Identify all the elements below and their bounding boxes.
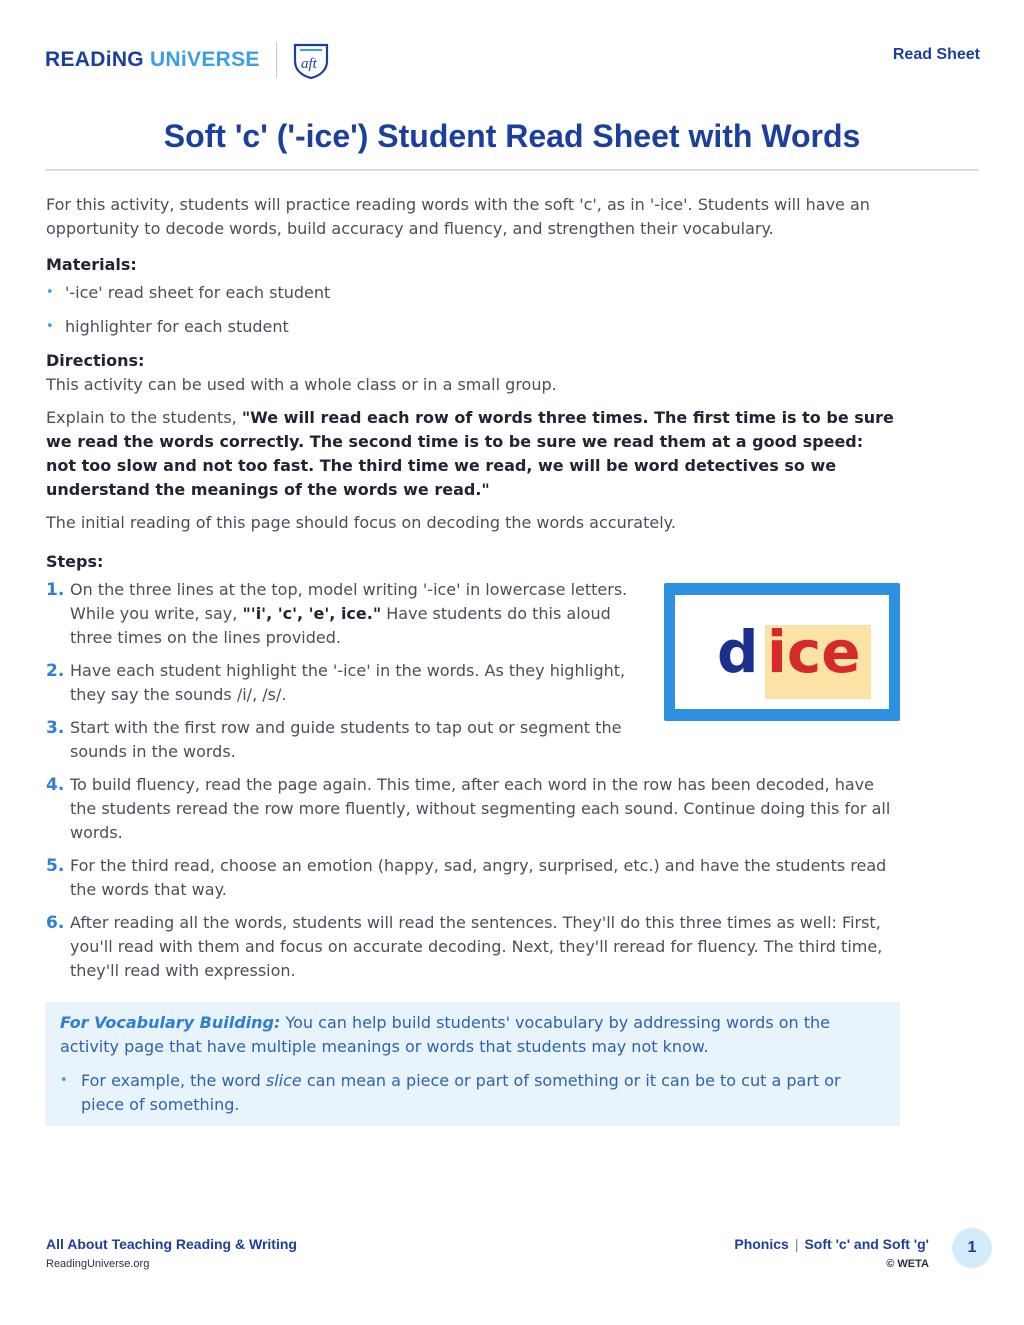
vocabulary-example-b: can mean a piece or part of something or it can be to cut a part or piece of something. [81,1071,841,1114]
step-text: To build fluency, read the page again. This time, after each word in the row has been decoded, have the students reread the row more fluently, without segmenting each sound. Continue doing this for all words. [70,775,891,842]
page-title: Soft 'c' ('-ice') Student Read Sheet with Words [163,118,861,154]
logo-reading-text: READiNG [45,48,144,71]
directions-lead: Explain to the students, [46,408,242,427]
directions-paragraph-1: This activity can be used with a whole class or in a small group. [46,375,557,394]
vocabulary-callout-body [60,1011,875,1117]
step-number: 2. [46,661,65,681]
step-text: After reading all the words, students will read the sentences. They'll do this three times as well: First, you'll read with them and focus on accurate decoding. Next, they'll reread for fluency. The third time, they'll read with expression. [70,913,883,980]
doc-type-label: Read Sheet [892,46,980,63]
list-item: • '-ice' read sheet for each student [46,281,896,305]
breadcrumb-separator: | [794,1236,799,1252]
step-item [46,911,896,983]
example-word-card [664,583,900,721]
footer-topic: Phonics [734,1236,789,1252]
logo-divider [276,42,277,78]
directions-paragraph-3: The initial reading of this page should focus on decoding the words accurately. [46,513,676,532]
example-word-prefix: d [717,618,759,686]
list-item: • highlighter for each student [46,315,896,339]
step-number: 1. [46,580,65,600]
page-header [45,34,980,76]
step-number: 4. [46,775,65,795]
step-item [46,854,896,902]
step-text: Start with the first row and guide students to tap out or segment the sounds in the words. [70,718,622,761]
example-word-highlight-text: ice [767,618,861,686]
footer-breadcrumb [734,1236,929,1252]
step-quote: "'i', 'c', 'e', ice." [242,604,382,623]
directions-heading: Directions: [46,351,145,370]
step-item [46,716,644,764]
directions-paragraph-2 [46,406,896,502]
vocabulary-example-word: slice [265,1071,302,1090]
step-number: 3. [46,718,65,738]
step-number: 5. [46,856,65,876]
materials-heading: Materials: [46,255,137,274]
title-divider [45,169,979,171]
example-word-inner [675,595,889,709]
step-text: On the three lines at the top, model writing '-ice' in lowercase letters. While you write, say, [70,580,628,623]
vocabulary-example [60,1069,875,1117]
vocabulary-lead: For Vocabulary Building: [60,1013,281,1032]
step-text: For the third read, choose an emotion (happy, sad, angry, surprised, etc.) and have the students read the words that way. [70,856,887,899]
footer-subtopic: Soft 'c' and Soft 'g' [804,1236,929,1252]
vocabulary-callout [45,1002,900,1126]
reading-universe-logo[interactable] [45,41,331,79]
footer-site-link[interactable]: ReadingUniverse.org [46,1258,150,1270]
vocabulary-text: You can help build students' vocabulary by addressing words on the activity page that have multiple meanings or words that students may not know. [60,1013,831,1056]
steps-heading: Steps: [46,552,104,571]
footer-copyright: © WETA [886,1258,929,1270]
directions-quote: "We will read each row of words three times. The first time is to be sure we read the words correctly. The second time is to be sure we read them at a good speed: not too slow and not too fast. The third time we read, we will be word detectives so we understand the meanings of the words we read." [46,408,894,499]
step-number: 6. [46,913,65,933]
step-item [46,773,896,845]
svg-text:aft: aft [300,56,317,72]
vocabulary-example-a: For example, the word [81,1071,266,1090]
vocabulary-paragraph [60,1011,875,1059]
materials-list [46,281,896,339]
logo-universe-text: UNiVERSE [149,48,260,71]
step-text: Have each student highlight the '-ice' in the words. As they highlight, they say the sounds /i/, /s/. [70,661,626,704]
footer-series: All About Teaching Reading & Writing [46,1236,297,1252]
step-item [46,578,644,650]
aft-logo-icon [291,41,331,79]
intro-paragraph: For this activity, students will practice reading words with the soft 'c', as in '-ice'. Students will have an opportunity to decode words, build accuracy and fluency, and strengthen their vocabulary. [46,195,870,238]
step-item [46,659,644,707]
page-number-badge: 1 [952,1228,992,1268]
step-text: Have students do this aloud three times on the lines provided. [70,604,611,647]
